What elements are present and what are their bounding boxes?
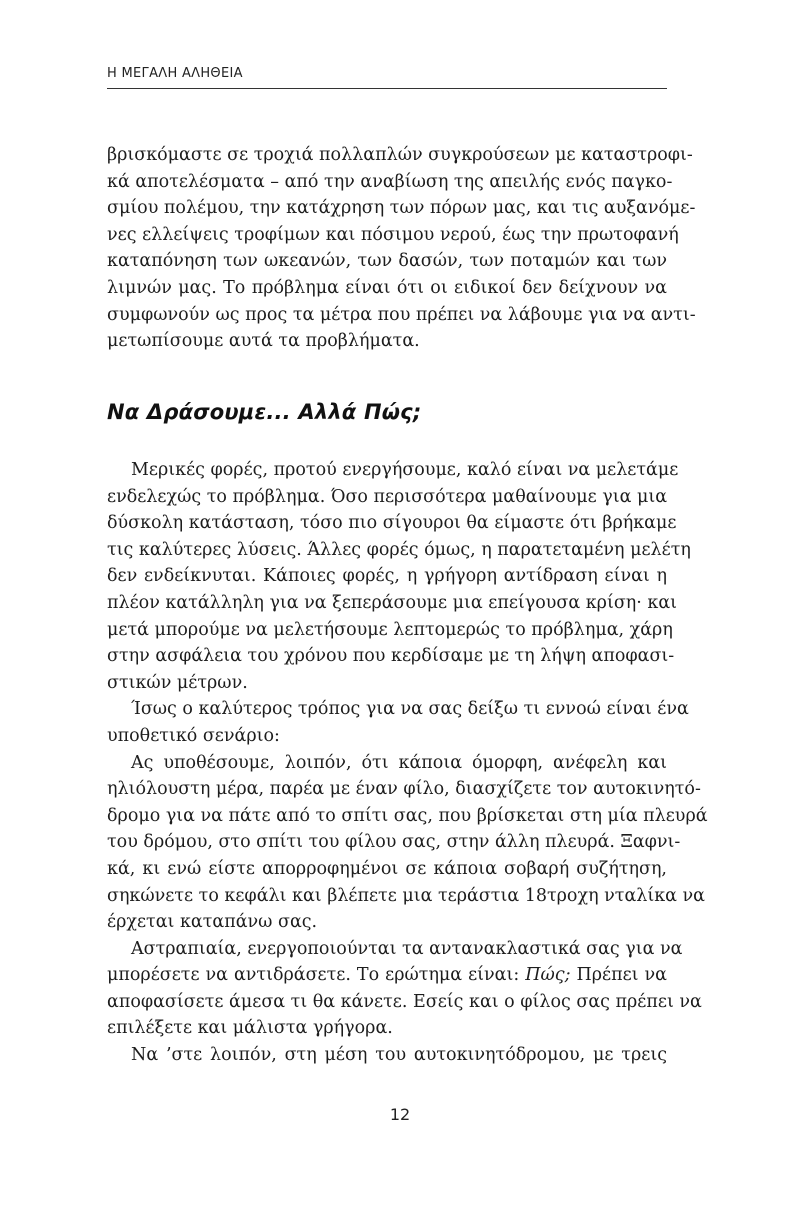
page-number: 12 <box>389 1105 411 1124</box>
text-line: συμφωνούν ως προς τα μέτρα που πρέπει να λάβουμε για να αντι- <box>107 304 696 325</box>
text-line: στην ασφάλεια του χρόνου που κερδίσαμε με τη λήψη αποφασι- <box>107 646 675 667</box>
text-line: αποφασίσετε άμεσα τι θα κάνετε. Εσείς και ο φίλος σας πρέπει να <box>107 991 702 1012</box>
text-line: κά αποτελέσματα – από την αναβίωση της απειλής ενός παγκο- <box>107 171 673 192</box>
running-head: Η ΜΕΓΑΛΗ ΑΛΗΘΕΙΑ <box>107 66 243 81</box>
intro-paragraph <box>107 142 696 355</box>
text-line: σμίου πολέμου, την κατάχρηση των πόρων μας, και τις αυξανόμε- <box>107 198 696 219</box>
header-rule <box>107 88 667 89</box>
text-line: Μερικές φορές, προτού ενεργήσουμε, καλό είναι να μελετάμε <box>131 460 679 480</box>
emphasized-question: Πώς; <box>525 965 571 986</box>
text-line: πλέον κατάλληλη για να ξεπεράσουμε μια επείγουσα κρίση· και <box>107 592 678 613</box>
text-line: στικών μέτρων. <box>107 672 248 693</box>
text-line: του δρόμου, στο σπίτι του φίλου σας, στην άλλη πλευρά. Ξαφνι- <box>107 832 681 853</box>
text-line: Αστραπιαία, ενεργοποιούνται τα αντανακλαστικά σας για να <box>131 938 683 959</box>
text-segment: Πρέπει να <box>570 965 667 986</box>
text-line: νες ελλείψεις τροφίμων και πόσιμου νερού, έως την πρωτοφανή <box>107 224 679 245</box>
text-line: τις καλύτερες λύσεις. Άλλες φορές όμως, η παρατεταμένη μελέτη <box>107 539 691 560</box>
text-line: δύσκολη κατάσταση, τόσο πιο σίγουροι θα είμαστε ότι βρήκαμε <box>107 513 677 534</box>
text-line: ενδελεχώς το πρόβλημα. Όσο περισσότερα μαθαίνουμε για μια <box>107 486 668 507</box>
text-line: σηκώνετε το κεφάλι και βλέπετε μια τεράστια 18τροχη νταλίκα να <box>107 885 705 906</box>
section-body <box>107 457 708 1069</box>
text-line: Ας υποθέσουμε, λοιπόν, ότι κάποια όμορφη, ανέφελη και <box>131 752 667 773</box>
text-segment: μπορέσετε να αντιδράσετε. Το ερώτημα είναι: <box>107 965 526 986</box>
text-line: Να ’στε λοιπόν, στη μέση του αυτοκινητόδρομου, με τρεις <box>131 1045 667 1066</box>
text-line: καταπόνηση των ωκεανών, των δασών, των ποταμών και των <box>107 251 667 272</box>
text-line: μετά μπορούμε να μελετήσουμε λεπτομερώς το πρόβλημα, χάρη <box>107 619 673 640</box>
text-line: μετωπίσουμε αυτά τα προβλήματα. <box>107 331 420 352</box>
text-line: υποθετικό σενάριο: <box>107 725 280 746</box>
text-line-with-emphasis <box>107 962 667 989</box>
text-line: δρομο για να πάτε από το σπίτι σας, που βρίσκεται στη μία πλευρά <box>107 805 708 826</box>
text-line: δεν ενδείκνυται. Κάποιες φορές, η γρήγορη αντίδραση είναι η <box>107 566 667 587</box>
text-line: βρισκόμαστε σε τροχιά πολλαπλών συγκρούσεων με καταστροφι- <box>107 145 693 165</box>
text-line: έρχεται καταπάνω σας. <box>107 912 318 933</box>
text-line: κά, κι ενώ είστε απορροφημένοι σε κάποια σοβαρή συζήτηση, <box>107 858 667 879</box>
section-heading: Να Δράσουμε... Αλλά Πώς; <box>107 400 422 424</box>
text-line: ηλιόλουστη μέρα, παρέα με έναν φίλο, διασχίζετε τον αυτοκινητό- <box>107 779 701 800</box>
text-line: λιμνών μας. Το πρόβλημα είναι ότι οι ειδικοί δεν δείχνουν να <box>107 277 667 298</box>
text-line: Ίσως ο καλύτερος τρόπος για να σας δείξω τι εννοώ είναι ένα <box>131 699 689 720</box>
text-line: επιλέξετε και μάλιστα γρήγορα. <box>107 1018 393 1039</box>
